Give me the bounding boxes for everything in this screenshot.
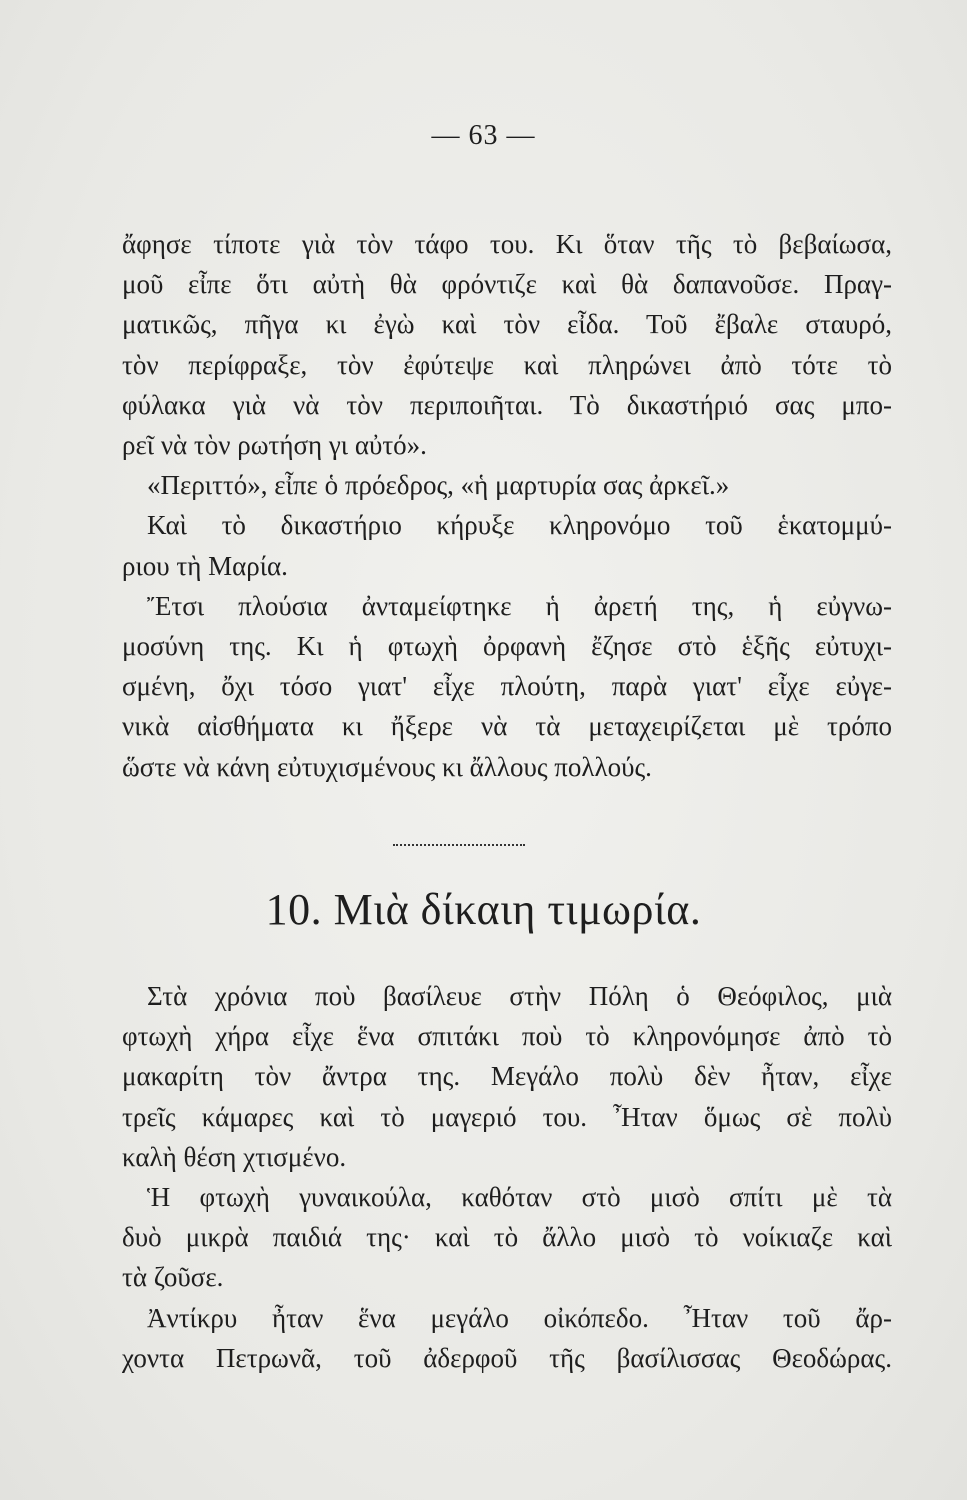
section-separator <box>393 844 525 846</box>
text-line: ματικῶς, πῆγα κι ἐγὼ καὶ τὸν εἶδα. Τοῦ ἔβαλε σταυρό, <box>122 309 892 340</box>
text-line: τὸν περίφραξε, τὸν ἐφύτεψε καὶ πληρώνει ἀπὸ τότε τὸ <box>122 349 892 380</box>
text-line: Καὶ τὸ δικαστήριο κήρυξε κληρονόμο τοῦ ἑκατομμύ- <box>147 510 892 541</box>
text-line: μοσύνη της. Κι ἡ φτωχὴ ὀρφανὴ ἔζησε στὸ ἑξῆς εὐτυχι- <box>122 631 892 662</box>
text-line: φύλακα γιὰ νὰ τὸν περιποιῆται. Τὸ δικαστήριό σας μπο- <box>122 389 892 420</box>
text-line: ἄφησε τίποτε γιὰ τὸν τάφο του. Κι ὅταν τῆς τὸ βεβαίωσα, <box>122 229 892 259</box>
text-line: μακαρίτη τὸν ἄντρα της. Μεγάλο πολὺ δὲν ἦταν, εἶχε <box>122 1061 892 1092</box>
text-line: δυὸ μικρὰ παιδιά της· καὶ τὸ ἄλλο μισὸ τὸ νοίκιαζε καὶ <box>122 1222 892 1253</box>
text-line: «Περιττό», εἶπε ὁ πρόεδρος, «ἡ μαρτυρία σας ἀρκεῖ.» <box>147 470 730 501</box>
text-line: καλὴ θέση χτισμένο. <box>122 1141 347 1172</box>
text-line: σμένη, ὄχι τόσο γιατ' εἶχε πλούτη, παρὰ γιατ' εἶχε εὐγε- <box>122 671 892 702</box>
text-line: Στὰ χρόνια ποὺ βασίλευε στὴν Πόλη ὁ Θεόφιλος, μιὰ <box>147 981 892 1011</box>
text-line: τρεῖς κάμαρες καὶ τὸ μαγεριό του. Ἦταν ὅμως σὲ πολὺ <box>122 1101 892 1132</box>
text-line: τὰ ζοῦσε. <box>122 1262 224 1293</box>
text-line: χοντα Πετρωνᾶ, τοῦ ἀδερφοῦ τῆς βασίλισσας Θεοδώρας. <box>122 1342 892 1373</box>
text-line: Ἡ φτωχὴ γυναικούλα, καθόταν στὸ μισὸ σπίτι μὲ τὰ <box>147 1182 892 1213</box>
text-line: Ἀντίκρυ ἦταν ἕνα μεγάλο οἰκόπεδο. Ἦταν τοῦ ἄρ- <box>147 1302 892 1333</box>
text-line: φτωχὴ χήρα εἶχε ἕνα σπιτάκι ποὺ τὸ κληρονόμησε ἀπὸ τὸ <box>122 1021 892 1052</box>
page-number: — 63 — <box>431 120 536 151</box>
text-line: Ἔτσι πλούσια ἀνταμείφτηκε ἡ ἀρετή της, ἡ εὐγνω- <box>147 590 892 621</box>
text-line: ὥστε νὰ κάνη εὐτυχισμένους κι ἄλλους πολλούς. <box>122 751 652 782</box>
text-line: ριου τὴ Μαρία. <box>122 550 288 581</box>
text-line: ρεῖ νὰ τὸν ρωτήση γι αὐτό». <box>122 430 427 461</box>
section-heading: 10. Μιὰ δίκαιη τιμωρία. <box>265 885 702 934</box>
text-line: νικὰ αἰσθήματα κι ἤξερε νὰ τὰ μεταχειρίζεται μὲ τρόπο <box>122 711 892 742</box>
text-line: μοῦ εἶπε ὅτι αὐτὴ θὰ φρόντιζε καὶ θὰ δαπανοῦσε. Πραγ- <box>122 269 892 300</box>
top-text-block <box>122 224 892 787</box>
bottom-text-block <box>122 976 892 1378</box>
